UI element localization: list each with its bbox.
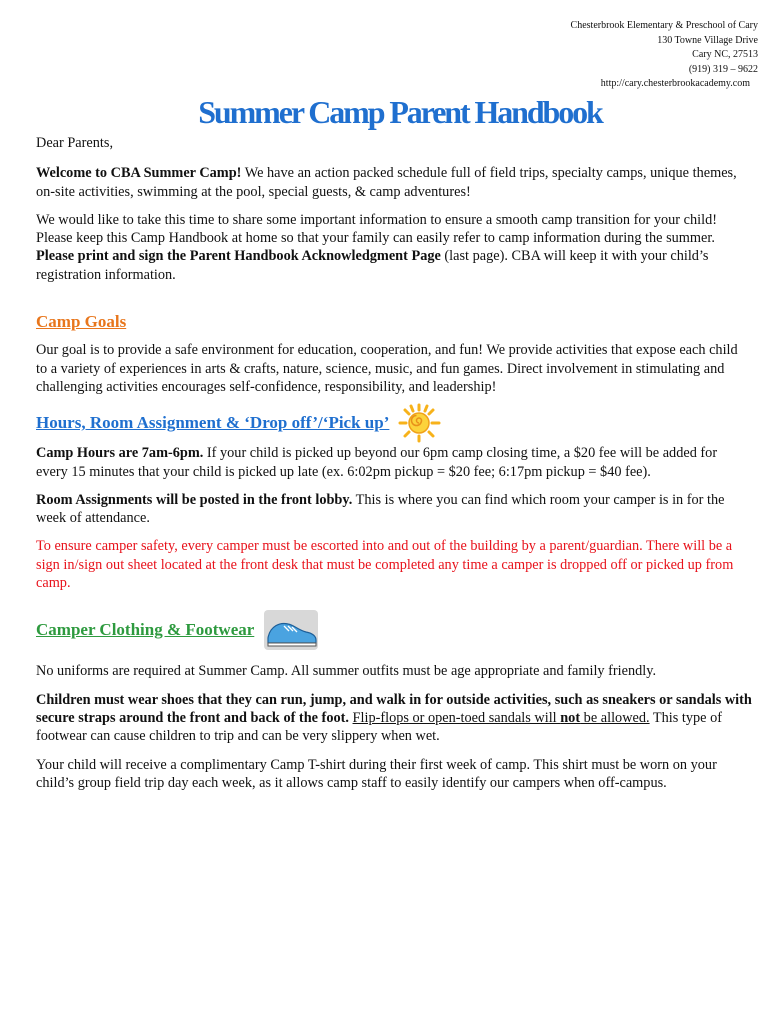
footwear-paragraph	[36, 691, 752, 746]
welcome-bold: Welcome to CBA Summer Camp!	[36, 165, 242, 182]
safety-paragraph: To ensure camper safety, every camper must be escorted into and out of the building by a parent/guardian. There will be a sign in/sign out sheet located at the front desk that must be completed any time a camper is dropped off or picked up from camp.	[36, 538, 734, 592]
website-link[interactable]: http://cary.chesterbrookacademy.com	[600, 78, 750, 90]
tshirt-paragraph: Your child will receive a complimentary Camp T-shirt during their first week of camp. This shirt must be worn on your child’s group field trip day each week, as it allows camp staff to easily identify our campers when off-campus.	[36, 756, 717, 791]
room-assignments-paragraph	[36, 491, 752, 528]
flip-flops-rule-text-2: be allowed.	[580, 709, 650, 726]
clothing-heading-row	[36, 608, 752, 652]
sun-icon	[395, 403, 443, 443]
flip-flops-rule	[353, 710, 650, 726]
camp-goals-heading: Camp Goals	[36, 312, 127, 332]
school-address-block	[428, 19, 758, 92]
camp-hours-text: If your child is picked up beyond our 6pm camp closing time, a $20 fee will be added for every 15 minutes that your child is picked up late (ex. 6:02pm pickup = $20 fee; 6:17pm pickup = $40 fee).	[36, 445, 718, 480]
salutation: Dear Parents,	[36, 135, 114, 151]
handbook-content	[36, 130, 752, 792]
welcome-paragraph	[36, 164, 752, 201]
share-text-1: We would like to take this time to share some important information to ensure a smooth camp transition for your child! Please keep this Camp Handbook at home so that your family can easily refer to camp information during the summer.	[36, 211, 717, 247]
footwear-warning-text: This type of footwear can cause children to trip and can be very slippery when wet.	[36, 709, 722, 745]
welcome-text: We have an action packed schedule full of field trips, specialty camps, unique themes, on-site activities, swimming at the pool, special guests, & camp adventures!	[36, 165, 737, 200]
uniform-paragraph: No uniforms are required at Summer Camp. All summer outfits must be age appropriate and family friendly.	[36, 663, 657, 680]
room-assignments-bold: Room Assignments will be posted in the front lobby.	[36, 491, 353, 508]
hours-heading: Hours, Room Assignment & ‘Drop off’/‘Pick up’	[36, 413, 390, 433]
share-text-2: (last page). CBA will keep it with your child’s registration information.	[36, 248, 709, 283]
clothing-heading: Camper Clothing & Footwear	[36, 620, 255, 640]
page-title: Summer Camp Parent Handbook	[198, 94, 602, 130]
street-address: 130 Towne Village Drive	[657, 34, 758, 46]
flip-flops-rule-not: not	[560, 709, 581, 726]
sneaker-icon	[262, 608, 320, 652]
hours-heading-row	[36, 407, 752, 439]
camp-hours-bold: Camp Hours are 7am-6pm.	[36, 445, 204, 462]
phone-number: (919) 319 – 9622	[688, 63, 758, 75]
school-name: Chesterbrook Elementary & Preschool of Cary	[570, 20, 758, 31]
flip-flops-rule-text-1: Flip-flops or open-toed sandals will	[352, 709, 561, 726]
room-assignments-text: This is where you can find which room your camper is in for the week of attendance.	[36, 491, 725, 527]
footwear-rule-bold: Children must wear shoes that they can run, jump, and walk in for outside activities, such as sneakers or sandals with secure straps around the front and back of the foot.	[36, 691, 752, 726]
camp-hours-paragraph	[36, 444, 752, 481]
handbook-info-paragraph	[36, 211, 752, 284]
camp-goals-paragraph: Our goal is to provide a safe environment for education, cooperation, and fun! We provide activities that expose each child to a variety of experiences in arts & crafts, nature, science, music, and fun games. Direct involvement in stimulating and challenging activities encourages self-confidence, responsibility, and leadership!	[36, 342, 738, 395]
acknowledgment-instruction: Please print and sign the Parent Handbook Acknowledgment Page	[36, 248, 441, 265]
city-state-zip: Cary NC, 27513	[692, 49, 758, 61]
